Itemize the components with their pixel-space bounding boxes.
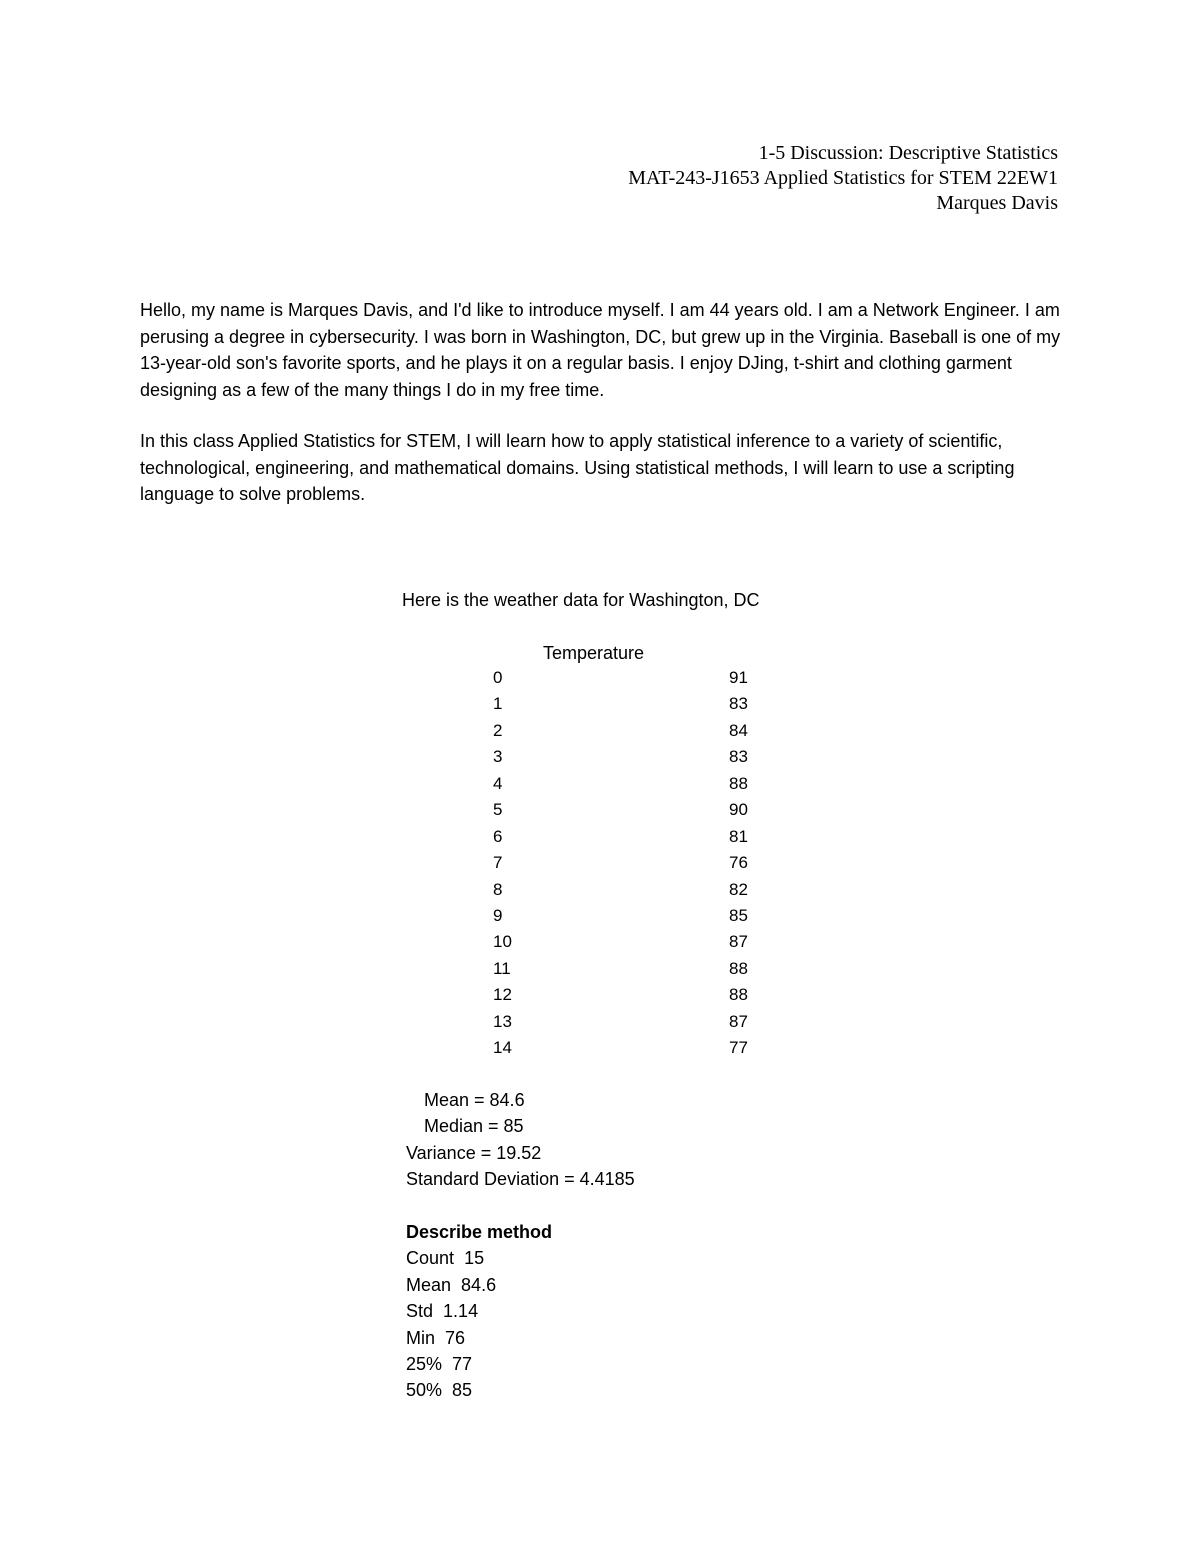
temperature-value: 88: [729, 773, 748, 793]
row-index: 9: [493, 905, 503, 925]
table-row: [0, 771, 1200, 797]
row-index: 13: [493, 1011, 512, 1031]
row-index: 6: [493, 826, 503, 846]
describe-value: 77: [452, 1354, 473, 1375]
weather-table: [0, 665, 1200, 1062]
temperature-value: 81: [729, 826, 748, 846]
table-row: [0, 718, 1200, 744]
table-row: [0, 665, 1200, 691]
weather-title: Here is the weather data for Washington, DC: [402, 590, 760, 610]
row-index: 4: [493, 773, 503, 793]
describe-heading: Describe method: [406, 1222, 553, 1242]
author-name: Marques Davis: [936, 192, 1058, 214]
describe-value: 15: [464, 1248, 485, 1269]
describe-item: [406, 1272, 552, 1298]
table-row: [0, 1009, 1200, 1035]
describe-value: 84.6: [461, 1274, 497, 1295]
temperature-value: 87: [729, 932, 748, 952]
table-row: [0, 850, 1200, 876]
describe-label: Count: [406, 1248, 455, 1269]
describe-label: Std: [406, 1301, 434, 1322]
temperature-value: 83: [729, 747, 748, 767]
temperature-value: 77: [729, 1038, 748, 1058]
describe-item: [406, 1351, 552, 1377]
temperature-value: 85: [729, 905, 748, 925]
row-index: 11: [493, 958, 511, 978]
std-dev-stat: Standard Deviation = 4.4185: [406, 1168, 635, 1189]
row-index: 3: [493, 747, 503, 767]
describe-item: [406, 1298, 552, 1324]
median-stat: Median = 85: [424, 1116, 524, 1137]
row-index: 5: [493, 800, 503, 820]
temperature-value: 88: [729, 958, 748, 978]
summary-stats: [406, 1087, 635, 1192]
temperature-value: 90: [729, 800, 748, 820]
row-index: 10: [493, 932, 512, 952]
table-row: [0, 1035, 1200, 1061]
describe-label: Min: [406, 1327, 436, 1348]
row-index: 0: [493, 668, 503, 687]
row-index: 14: [493, 1038, 512, 1058]
temperature-value: 91: [729, 668, 748, 687]
row-index: 1: [493, 694, 503, 714]
describe-item: [406, 1377, 552, 1403]
describe-method-section: [406, 1219, 552, 1404]
temperature-value: 87: [729, 1011, 748, 1031]
document-header: [628, 141, 1058, 216]
describe-label: 25%: [406, 1354, 443, 1375]
describe-item: [406, 1245, 552, 1271]
mean-stat: Mean = 84.6: [424, 1090, 525, 1110]
describe-value: 85: [452, 1380, 473, 1401]
describe-item: [406, 1325, 552, 1351]
describe-value: 1.14: [443, 1301, 479, 1322]
temperature-value: 88: [729, 985, 748, 1005]
table-row: [0, 744, 1200, 770]
temperature-value: 76: [729, 853, 748, 873]
row-index: 8: [493, 879, 503, 899]
row-index: 2: [493, 720, 503, 740]
variance-stat: Variance = 19.52: [406, 1142, 542, 1163]
course-paragraph: In this class Applied Statistics for STEM, I will learn how to apply statistical inference to a variety of scientific, technological, engineering, and mathematical domains. Using statistical methods, I will learn to use a scripting language to solve problems.: [140, 431, 1015, 504]
intro-paragraph: Hello, my name is Marques Davis, and I'd like to introduce myself. I am 44 years old. I am a Network Engineer. I am perusing a degree in cybersecurity. I was born in Washington, DC, but grew up in the Virginia. Baseball is one of my 13-year-old son's favorite sports, and he plays it on a regular basis. I enjoy DJing, t-shirt and clothing garment designing as a few of the many things I do in my free time.: [140, 300, 1061, 400]
row-index: 12: [493, 985, 512, 1005]
describe-label: 50%: [406, 1380, 443, 1401]
table-row: [0, 982, 1200, 1008]
temperature-value: 84: [729, 720, 748, 740]
table-row: [0, 929, 1200, 955]
temperature-column-header: Temperature: [543, 643, 645, 663]
table-row: [0, 903, 1200, 929]
row-index: 7: [493, 853, 503, 873]
table-row: [0, 824, 1200, 850]
temperature-value: 83: [729, 694, 748, 714]
table-row: [0, 956, 1200, 982]
assignment-title: 1-5 Discussion: Descriptive Statistics: [758, 142, 1058, 164]
course-title: MAT-243-J1653 Applied Statistics for STEM 22EW1: [628, 167, 1058, 189]
temperature-value: 82: [729, 879, 748, 899]
table-row: [0, 797, 1200, 823]
describe-value: 76: [445, 1327, 466, 1348]
describe-label: Mean: [406, 1274, 452, 1295]
table-row: [0, 877, 1200, 903]
table-row: [0, 691, 1200, 717]
